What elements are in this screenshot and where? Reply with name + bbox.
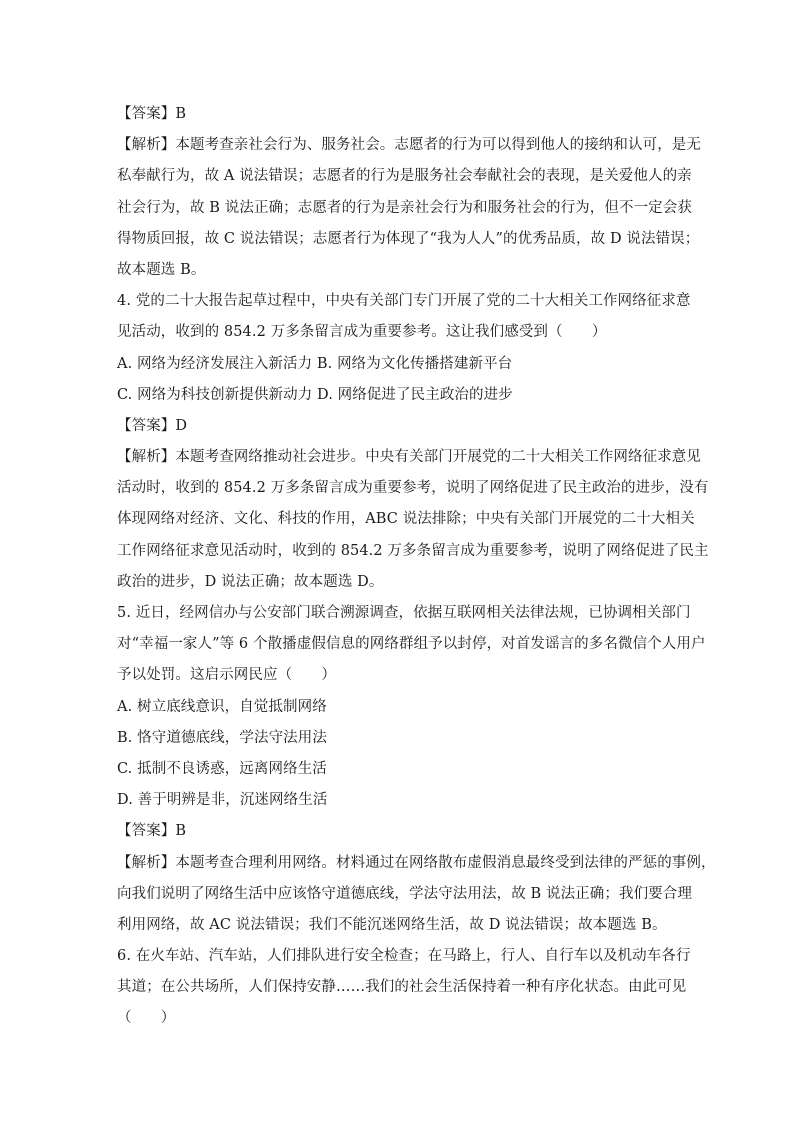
analysis-line bbox=[117, 161, 692, 192]
question-stem-line: 4. 党的二十大报告起草过程中，中央有关部门专门开展了党的二十大相关工作网络征求意 bbox=[117, 293, 691, 310]
answer-value: B bbox=[175, 106, 187, 122]
analysis-text: 向我们说明了网络生活中应该恪守道德底线，学法守法用法，故 B 说法正确；我们要合理 bbox=[117, 885, 692, 902]
answer-line bbox=[117, 99, 679, 130]
analysis-text: 政治的进步，D 说法正确；故本题选 D。 bbox=[117, 573, 384, 590]
question-stem-line: 5. 近日，经网信办与公安部门联合溯源调查，依据互联网相关法律法规，已协调相关部门 bbox=[117, 605, 691, 621]
analysis-line bbox=[117, 255, 679, 286]
answer-option: D. 善于明辨是非，沉迷网络生活 bbox=[117, 792, 328, 809]
analysis-label: 【解析】 bbox=[117, 137, 176, 154]
analysis-text: 工作网络征求意见活动时，收到的 854.2 万多条留言成为重要参考，说明了网络促进了民主 bbox=[117, 542, 709, 559]
answer-label: 【答案】 bbox=[117, 106, 176, 122]
analysis-line bbox=[117, 567, 679, 598]
answer-value: D bbox=[175, 417, 188, 434]
analysis-line bbox=[117, 910, 679, 941]
analysis-label: 【解析】 bbox=[117, 854, 176, 871]
analysis-text: 本题考查亲社会行为、服务社会。志愿者的行为可以得到他人的接纳和认可，是无 bbox=[175, 137, 702, 154]
answer-option: C. 抵制不良诱惑，远离网络生活 bbox=[117, 760, 327, 777]
answer-option: C. 网络为科技创新提供新动力 D. 网络促进了民主政治的进步 bbox=[117, 386, 513, 403]
answer-line bbox=[117, 411, 679, 442]
analysis-label: 【解析】 bbox=[117, 449, 176, 466]
question-stem-line: 6. 在火车站、汽车站，人们排队进行安全检查；在马路上，行人、自行车以及机动车各行 bbox=[117, 948, 691, 965]
analysis-text: 得物质回报，故 C 说法错误；志愿者行为体现了“我为人人”的优秀品质，故 D 说法错误； bbox=[117, 230, 700, 247]
analysis-text: 本题考查合理利用网络。材料通过在网络散布虚假消息最终受到法律的严惩的事例， bbox=[175, 854, 716, 871]
analysis-text: 社会行为，故 B 说法正确；志愿者的行为是亲社会行为和服务社会的行为，但不一定会获 bbox=[117, 199, 692, 216]
question-stem-line: 予以处罚。这启示网民应（ ） bbox=[117, 667, 336, 684]
analysis-text: 本题考查网络推动社会进步。中央有关部门开展党的二十大相关工作网络征求意见 bbox=[175, 449, 702, 466]
analysis-line bbox=[117, 536, 709, 567]
analysis-text: 活动时，收到的 854.2 万多条留言成为重要参考，说明了网络促进了民主政治的进步，没有 bbox=[117, 480, 709, 497]
answer-option: A. 网络为经济发展注入新活力 B. 网络为文化传播搭建新平台 bbox=[117, 355, 513, 372]
answer-option: B. 恪守道德底线，学法守法用法 bbox=[117, 729, 327, 746]
answer-label: 【答案】 bbox=[117, 417, 176, 434]
analysis-text: 故本题选 B。 bbox=[117, 261, 206, 278]
document-content bbox=[117, 99, 716, 1035]
analysis-line bbox=[117, 848, 716, 879]
question-stem-line: 对“幸福一家人”等 6 个散播虚假信息的网络群组予以封停，对首发谣言的多名微信个人用户 bbox=[117, 636, 706, 653]
analysis-line bbox=[117, 879, 692, 910]
analysis-text: 体现网络对经济、文化、科技的作用，ABC 说法排除；中央有关部门开展党的二十大相关 bbox=[117, 511, 695, 528]
analysis-line bbox=[117, 442, 702, 473]
analysis-line bbox=[117, 473, 709, 504]
analysis-line bbox=[117, 193, 692, 224]
question-stem-line: 其道；在公共场所，人们保持安静……我们的社会生活保持着一种有序化状态。由此可见 bbox=[117, 979, 687, 996]
answer-label: 【答案】 bbox=[117, 823, 176, 840]
answer-value: B bbox=[175, 823, 187, 840]
question-stem-line: （ ） bbox=[117, 1010, 176, 1027]
question-stem-line: 见活动，收到的 854.2 万多条留言成为重要参考。这让我们感受到（ ） bbox=[117, 324, 607, 341]
analysis-line bbox=[117, 504, 695, 535]
analysis-text: 私奉献行为，故 A 说法错误；志愿者的行为是服务社会奉献社会的表现，是关爱他人的亲 bbox=[117, 168, 692, 185]
answer-line bbox=[117, 816, 679, 847]
answer-option: A. 树立底线意识，自觉抵制网络 bbox=[117, 698, 327, 715]
document-page bbox=[117, 99, 716, 1035]
analysis-text: 利用网络，故 AC 说法错误；我们不能沉迷网络生活，故 D 说法错误；故本题选 B。 bbox=[117, 916, 667, 933]
analysis-line bbox=[117, 224, 700, 255]
analysis-line bbox=[117, 130, 702, 161]
